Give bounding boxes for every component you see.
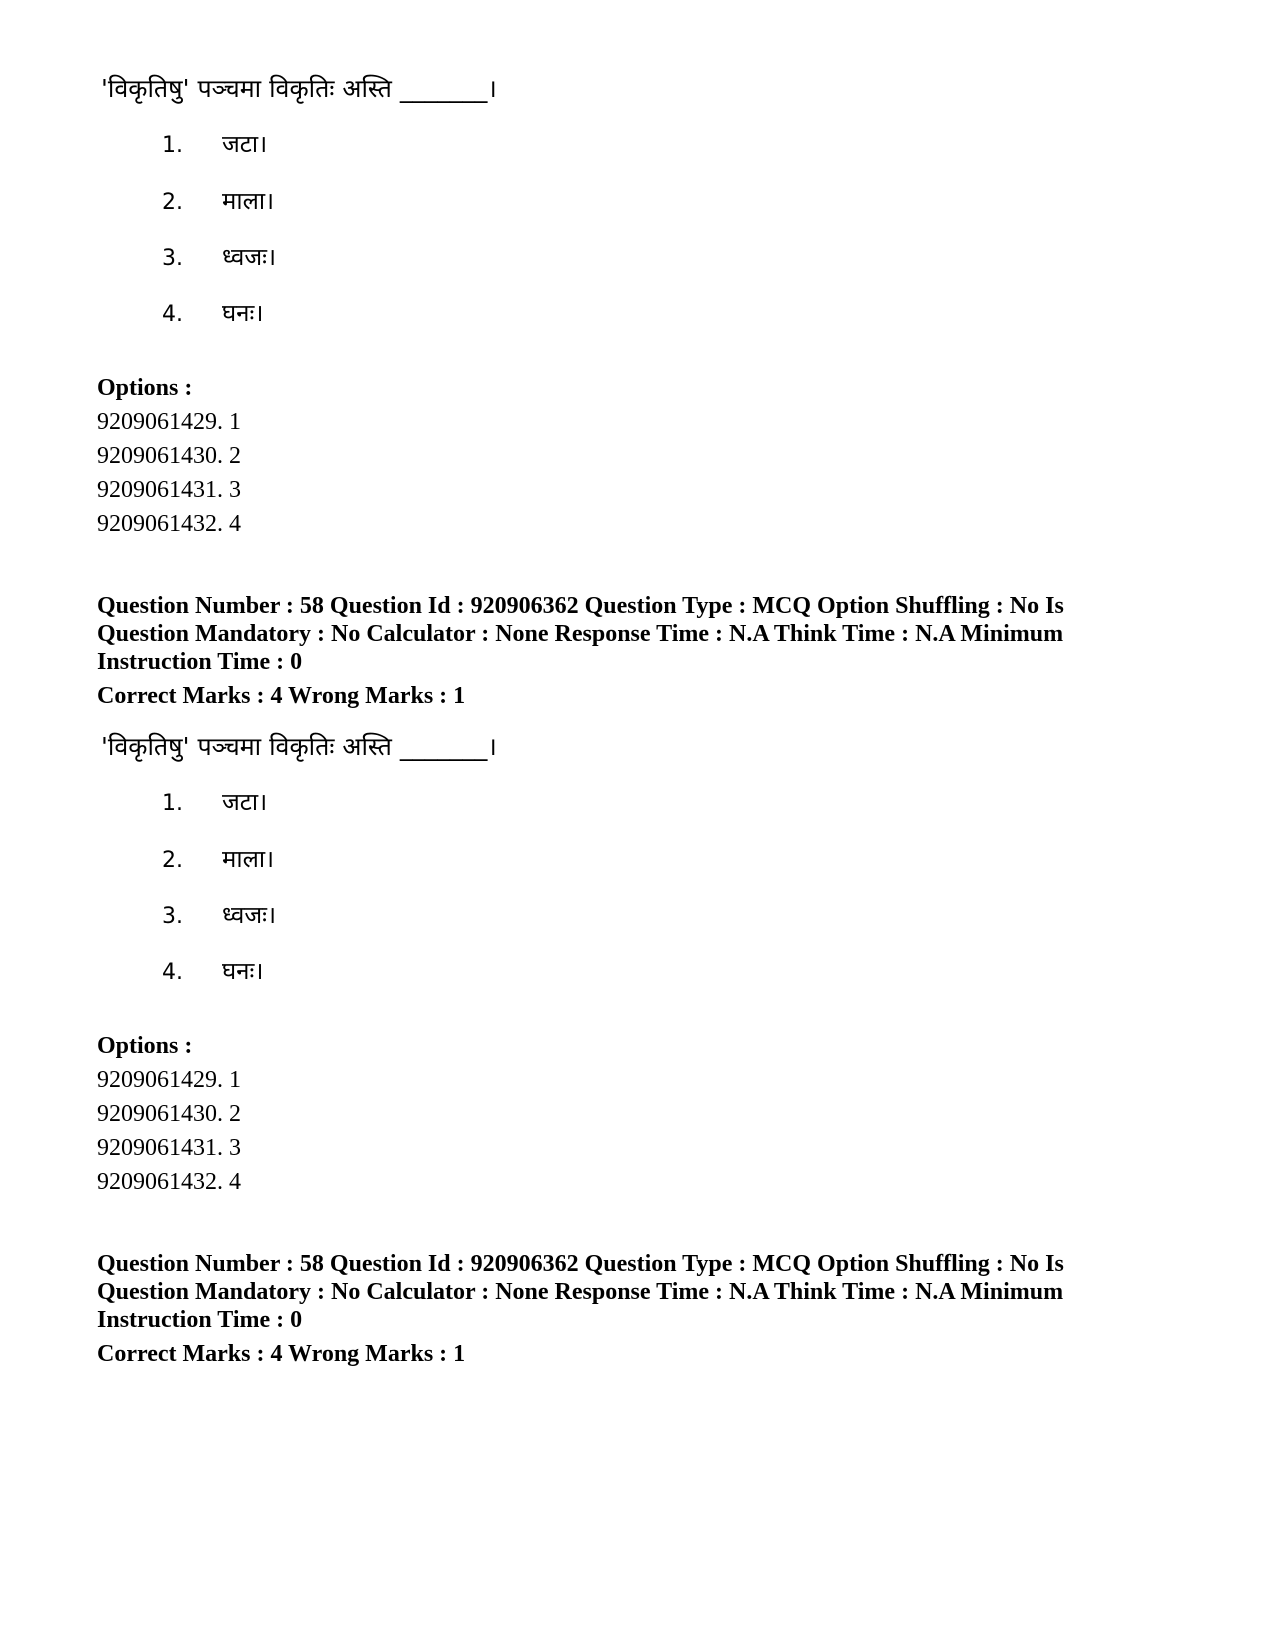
choice-number: 4. (162, 302, 183, 327)
option-id-line: 9209061430. 2 (97, 443, 241, 469)
option-id-line: 9209061431. 3 (97, 1135, 241, 1161)
choice-number: 3. (162, 246, 183, 271)
choice-number: 2. (162, 848, 183, 873)
option-id-line: 9209061432. 4 (97, 1169, 241, 1195)
question-meta-line: Instruction Time : 0 (97, 1307, 303, 1333)
question-meta-line: Question Number : 58 Question Id : 920906362 Question Type : MCQ Option Shuffling : No Is (97, 1251, 1064, 1277)
choice-text: जटा। (222, 788, 268, 816)
question-stem: 'विकृतिषु' पञ्चमा विकृतिः अस्ति _______। (101, 74, 497, 103)
choice-text: ध्वजः। (222, 901, 277, 929)
choice-text: घनः। (222, 957, 264, 985)
choice-text: ध्वजः। (222, 243, 277, 271)
choice-text: माला। (222, 187, 275, 215)
option-id-line: 9209061431. 3 (97, 477, 241, 503)
choice-text: घनः। (222, 299, 264, 327)
option-id-line: 9209061430. 2 (97, 1101, 241, 1127)
options-label: Options : (97, 1033, 193, 1059)
question-meta-line: Question Number : 58 Question Id : 920906362 Question Type : MCQ Option Shuffling : No Is (97, 593, 1064, 619)
option-id-line: 9209061429. 1 (97, 1067, 241, 1093)
marks-line: Correct Marks : 4 Wrong Marks : 1 (97, 1341, 466, 1367)
choice-number: 3. (162, 904, 183, 929)
option-id-line: 9209061429. 1 (97, 409, 241, 435)
options-label: Options : (97, 375, 193, 401)
marks-line: Correct Marks : 4 Wrong Marks : 1 (97, 683, 466, 709)
choice-number: 2. (162, 190, 183, 215)
question-meta-line: Instruction Time : 0 (97, 649, 303, 675)
question-meta-line: Question Mandatory : No Calculator : None Response Time : N.A Think Time : N.A Minimum (97, 621, 1064, 647)
choice-number: 4. (162, 960, 183, 985)
choice-text: जटा। (222, 130, 268, 158)
choice-number: 1. (162, 791, 183, 816)
choice-text: माला। (222, 845, 275, 873)
question-stem: 'विकृतिषु' पञ्चमा विकृतिः अस्ति _______। (101, 732, 497, 761)
option-id-line: 9209061432. 4 (97, 511, 241, 537)
question-meta-line: Question Mandatory : No Calculator : None Response Time : N.A Think Time : N.A Minimum (97, 1279, 1064, 1305)
choice-number: 1. (162, 133, 183, 158)
